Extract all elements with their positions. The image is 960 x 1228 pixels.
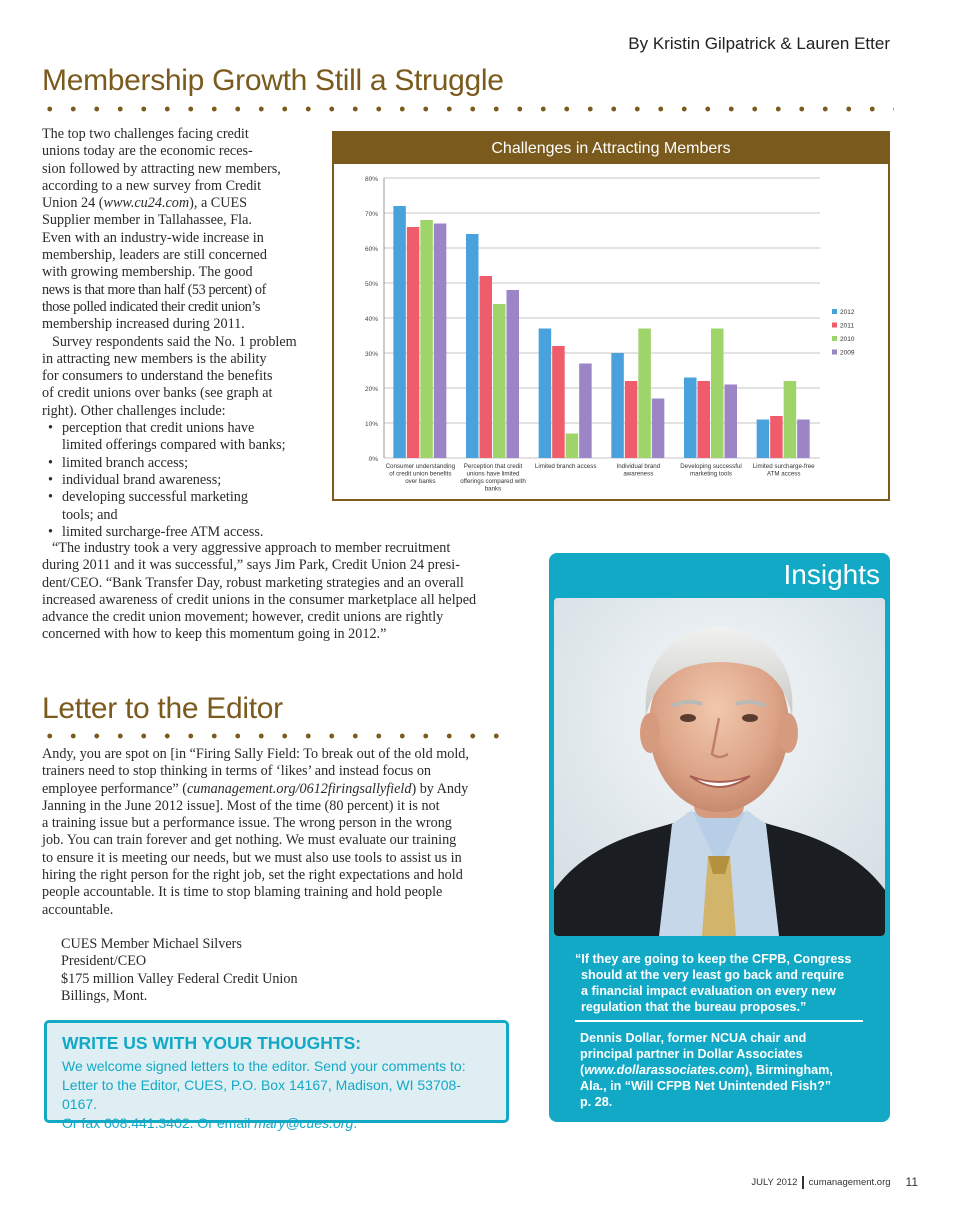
bar-2009-2 (507, 290, 520, 458)
attrib-line: principal partner in Dollar Associates (580, 1047, 803, 1061)
text-line: We welcome signed letters to the editor. Send your comments to: (62, 1058, 466, 1074)
list-item (42, 455, 322, 472)
quote-line: a financial impact evaluation on every new (581, 984, 836, 998)
x-tick-label: Limited surcharge-free (752, 463, 815, 470)
article-title-letter: Letter to the Editor (42, 692, 283, 725)
text-line: “The industry took a very aggressive approach to member recruitment (52, 540, 451, 556)
quote-line: regulation that the bureau proposes.” (581, 1000, 807, 1014)
x-tick-label: Limited branch access (534, 463, 597, 470)
y-tick-label: 30% (364, 351, 378, 358)
bar-2010-1 (420, 220, 433, 458)
text-line: Or fax 608.441.3402. Or email (62, 1115, 255, 1131)
text-line: of credit unions over banks (see graph at (42, 385, 273, 402)
text-line: people accountable. It is time to stop blaming training and hold people (42, 884, 443, 901)
article1-paragraph-1 (42, 126, 322, 334)
y-tick-label: 80% (364, 176, 378, 183)
firing-sally-field-link[interactable]: cumanagement.org/0612firingsallyfield (186, 780, 412, 797)
list-item (42, 472, 322, 489)
text-line: dent/CEO. “Bank Transfer Day, robust marketing strategies and an overall (42, 574, 464, 591)
x-tick-label: unions have limited (466, 470, 520, 478)
write-us-text (62, 1057, 491, 1133)
bar-2010-3 (566, 434, 579, 459)
text-line: trainers need to stop thinking in terms of ‘likes’ and instead focus on (42, 763, 432, 780)
challenges-list (42, 420, 322, 541)
bar-2012-3 (539, 329, 552, 459)
attrib-line: ), Birmingham, (744, 1063, 833, 1077)
y-tick-label: 50% (364, 281, 378, 288)
text-line: The top two challenges facing credit (42, 126, 249, 142)
x-tick-label: banks (484, 485, 502, 493)
legend-swatch-2012 (832, 309, 837, 314)
chart-title: Challenges in Attracting Members (334, 133, 888, 164)
x-tick-label: awareness (623, 470, 654, 478)
bar-2011-6 (770, 416, 783, 458)
text-line: for consumers to understand the benefits (42, 368, 273, 385)
text-line: in attracting new members is the ability (42, 350, 267, 367)
text-line: limited surcharge-free ATM access. (62, 523, 264, 540)
bar-2011-4 (625, 381, 638, 458)
text-line: ) by Andy (411, 780, 469, 797)
y-tick-label: 0% (368, 456, 378, 463)
bar-2010-2 (493, 304, 506, 458)
insights-quote (575, 951, 875, 1015)
footer-site[interactable]: cumanagement.org (808, 1176, 891, 1188)
dotted-divider-1 (38, 106, 894, 112)
text-line: ), a CUES (189, 195, 248, 212)
text-line: right). Other challenges include: (42, 402, 226, 419)
letter-body (42, 746, 512, 919)
attrib-line: Ala., in “Will CFPB Net Unintended Fish?” (580, 1079, 832, 1093)
page-footer (751, 1175, 918, 1189)
signature-title: President/CEO (61, 953, 147, 970)
bar-2009-6 (797, 420, 810, 459)
quote-line: should at the very least go back and require (581, 968, 845, 982)
portrait-illustration (554, 598, 885, 936)
text-line: Janning in the June 2012 issue]. Most of the time (80 percent) it is not (42, 797, 440, 814)
bar-2011-1 (407, 227, 420, 458)
legend-label-2009: 2009 (840, 349, 855, 357)
legend-label-2010: 2010 (840, 336, 855, 343)
bar-2012-4 (611, 353, 624, 458)
bar-2009-1 (434, 224, 447, 459)
dollarassociates-link[interactable]: www.dollarassociates.com (584, 1063, 745, 1077)
text-line: employee performance” ( (42, 780, 187, 797)
list-item (42, 489, 322, 524)
text-line: job. You can train forever and get nothing. We must evaluate our training (42, 832, 457, 849)
letter-signature (61, 936, 361, 1005)
text-line: concerned with how to keep this momentum going in 2012.” (42, 626, 387, 643)
signature-location: Billings, Mont. (61, 987, 148, 1004)
text-line: news is that more than half (53 percent) of (42, 281, 266, 298)
cu24-link[interactable]: www.cu24.com (103, 195, 190, 212)
text-line: perception that credit unions have (62, 420, 255, 437)
list-item (42, 420, 322, 455)
text-line: membership increased during 2011. (42, 316, 245, 333)
attrib-line: Dennis Dollar, former NCUA chair and (580, 1031, 807, 1045)
text-line: advance the credit union movement; however, credit unions are rightly (42, 609, 444, 626)
text-line: sion followed by attracting new members, (42, 160, 281, 177)
bar-2009-3 (579, 364, 592, 459)
text-line: Even with an industry-wide increase in (42, 229, 264, 246)
footer-issue: JULY 2012 (751, 1176, 798, 1188)
portrait-photo (554, 598, 885, 936)
bar-2012-1 (393, 206, 405, 458)
write-us-box (44, 1020, 509, 1131)
attrib-line: p. 28. (580, 1095, 613, 1109)
y-tick-label: 20% (364, 386, 378, 393)
text-line: Survey respondents said the No. 1 problem (52, 333, 297, 350)
text-line: limited branch access; (62, 454, 189, 471)
x-tick-label: over banks (405, 478, 436, 485)
y-tick-label: 60% (364, 246, 378, 253)
insights-title: Insights (783, 559, 880, 590)
y-tick-label: 40% (364, 316, 378, 323)
legend-swatch-2010 (832, 336, 837, 341)
text-line: tools; and (62, 506, 118, 523)
insights-panel (549, 553, 890, 1122)
footer-separator (802, 1176, 803, 1189)
signature-org: $175 million Valley Federal Credit Union (61, 970, 298, 987)
quote-line: “If they are going to keep the CFPB, Congress (575, 952, 852, 966)
article1-paragraph-3 (42, 540, 512, 644)
bar-2010-4 (638, 329, 651, 459)
text-line: Supplier member in Tallahassee, Fla. (42, 212, 252, 229)
text-line: a training issue but a performance issue. The wrong person in the wrong (42, 815, 452, 832)
y-tick-label: 10% (364, 421, 378, 428)
text-line: increased awareness of credit unions in the consumer marketplace all helped (42, 591, 477, 608)
list-item (42, 524, 322, 541)
bar-2012-6 (757, 420, 770, 459)
bar-2011-5 (698, 381, 711, 458)
bar-2011-2 (480, 276, 493, 458)
bar-2012-2 (466, 234, 479, 458)
bar-2009-5 (725, 385, 738, 459)
article1-column (42, 126, 322, 541)
bar-2010-6 (784, 381, 797, 458)
text-line: unions today are the economic reces- (42, 143, 253, 160)
text-line: individual brand awareness; (62, 471, 222, 488)
text-line: accountable. (42, 901, 114, 918)
write-us-title: WRITE US WITH YOUR THOUGHTS: (62, 1033, 362, 1053)
byline: By Kristin Gilpatrick & Lauren Etter (628, 34, 890, 53)
article1-paragraph-2 (42, 334, 322, 420)
legend-swatch-2009 (832, 350, 837, 355)
x-tick-label: offerings compared with (460, 478, 526, 485)
text-line: hiring the right person for the right job, set the right expectations and hold (42, 867, 463, 884)
insights-attribution (580, 1030, 872, 1110)
quote-divider (575, 1020, 863, 1022)
challenges-chart (332, 131, 890, 501)
legend-label-2012: 2012 (840, 309, 855, 316)
text-line: Andy, you are spot on [in “Firing Sally Field: To break out of the old mold, (42, 746, 469, 762)
text-line: membership, leaders are still concerned (42, 247, 267, 264)
x-tick-label: Individual brand (616, 463, 661, 470)
bar-2011-3 (552, 346, 565, 458)
article-title-membership: Membership Growth Still a Struggle (42, 64, 504, 97)
bar-2010-5 (711, 329, 724, 459)
text-line: limited offerings compared with banks; (62, 437, 286, 454)
dotted-divider-2 (38, 733, 514, 739)
legend-label-2011: 2011 (840, 322, 854, 330)
x-tick-label: ATM access (766, 470, 801, 478)
bar-2009-4 (652, 399, 665, 459)
text-line: with growing membership. The good (42, 264, 253, 281)
x-tick-label: Perception that credit (463, 463, 523, 470)
x-tick-label: Consumer understanding (385, 463, 456, 470)
text-line: developing successful marketing (62, 489, 248, 506)
signature-name: CUES Member Michael Silvers (61, 936, 242, 952)
text-line: those polled indicated their credit union’s (42, 298, 261, 315)
chart-plot (334, 164, 888, 499)
x-tick-label: of credit union benefits (389, 470, 452, 478)
text-line: during 2011 and it was successful,” says Jim Park, Credit Union 24 presi- (42, 557, 460, 574)
text-line: Letter to the Editor, CUES, P.O. Box 14167, Madison, WI 53708-0167. (62, 1077, 461, 1112)
text-line: according to a new survey from Credit (42, 177, 262, 194)
page-number: 11 (905, 1175, 918, 1189)
text-line: . (353, 1115, 358, 1131)
x-tick-label: Developing successful (680, 463, 742, 470)
text-line: Union 24 ( (42, 195, 104, 212)
legend-swatch-2011 (832, 323, 837, 328)
y-tick-label: 70% (364, 211, 378, 218)
email-link[interactable]: mary@cues.org (254, 1115, 354, 1131)
attrib-line: ( (580, 1063, 585, 1077)
text-line: to ensure it is meeting our needs, but we must also use tools to assist us in (42, 849, 462, 866)
x-tick-label: marketing tools (690, 470, 732, 478)
bar-2012-5 (684, 378, 697, 459)
